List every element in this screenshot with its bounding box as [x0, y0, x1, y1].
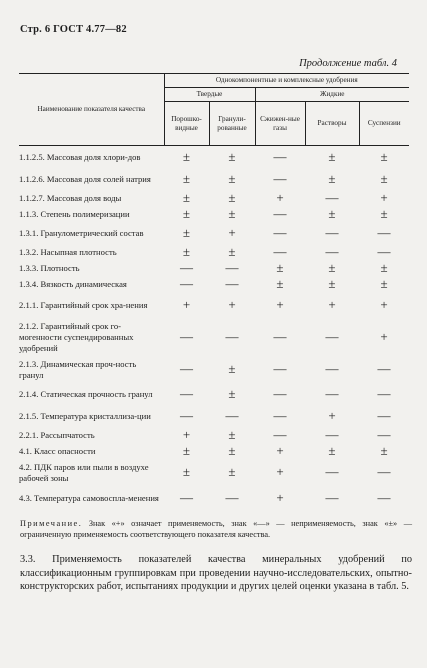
indicator-name: 1.3.4. Вязкость динамическая: [19, 278, 127, 289]
indicator-name: 2.1.3. Динамическая проч-ность гранул: [19, 358, 137, 380]
indicator-name: 4.2. ПДК паров или пыли в воздухе рабочей зоны: [19, 461, 149, 483]
table-row: [19, 405, 409, 427]
applicability-mark: ±: [380, 170, 388, 186]
applicability-mark: —: [225, 489, 239, 505]
indicator-name: 4.3. Температура самовоспла-менения: [19, 492, 159, 503]
applicability-mark: +: [276, 489, 284, 505]
applicability-mark: ±: [228, 205, 236, 221]
applicability-mark: ±: [228, 189, 236, 205]
indicator-name: 1.3.3. Плотность: [19, 262, 80, 273]
subheader-1: Гранули-рованные: [209, 102, 255, 146]
table-row: [19, 244, 409, 260]
applicability-mark: ±: [328, 148, 336, 164]
applicability-mark: ±: [228, 361, 236, 376]
applicability-mark: —: [180, 259, 193, 275]
applicability-mark: ±: [380, 259, 388, 275]
applicability-mark: ±: [182, 170, 191, 186]
applicability-mark: —: [325, 361, 339, 376]
table-row: [19, 427, 409, 443]
applicability-mark: —: [377, 243, 391, 259]
table-row: [19, 206, 409, 222]
applicability-mark: —: [377, 464, 391, 479]
applicability-mark: +: [328, 407, 336, 423]
applicability-mark: +: [228, 296, 236, 312]
table-row: [19, 356, 409, 383]
applicability-mark: +: [228, 224, 236, 240]
applicability-mark: —: [273, 170, 287, 186]
applicability-mark: ±: [276, 275, 284, 291]
applicability-mark: +: [182, 426, 191, 442]
applicability-mark: —: [377, 224, 391, 240]
applicability-mark: ±: [182, 224, 191, 240]
applicability-mark: —: [325, 224, 339, 240]
applicability-mark: ±: [380, 442, 388, 458]
subheader-3: Растворы: [305, 102, 359, 146]
applicability-mark: —: [325, 489, 339, 505]
applicability-mark: +: [328, 296, 336, 312]
table-row: [19, 459, 409, 486]
applicability-mark: —: [273, 426, 287, 442]
subheader-2: Сжижен-ные газы: [255, 102, 305, 146]
applicability-mark: —: [273, 224, 287, 240]
table-continuation-label: Продолжение табл. 4: [299, 58, 397, 69]
table-row: [19, 222, 409, 244]
applicability-mark: —: [273, 361, 287, 376]
applicability-mark: ±: [328, 259, 336, 275]
applicability-mark: ±: [182, 148, 191, 164]
applicability-mark: +: [276, 442, 284, 458]
applicability-mark: ±: [276, 259, 284, 275]
applicability-mark: —: [273, 407, 287, 423]
quality-indicators-table: [19, 73, 409, 510]
indicator-name: 1.1.3. Степень полимеризации: [19, 208, 130, 219]
indicator-name: 2.1.2. Гарантийный срок го-могенности суспендированных удобрений: [19, 320, 134, 353]
table-row: [19, 383, 409, 405]
table-note: [20, 518, 412, 540]
section-3-3-paragraph: 3.3. Применяемость показателей качества минеральных удобрений по классификационным группировкам при проведении научно-исследовательских, опытно-конструкторских работ, испытаниях продукции и других целей оценки указана в табл. 5.: [20, 554, 412, 592]
applicability-mark: ±: [328, 442, 336, 458]
applicability-mark: —: [180, 361, 193, 376]
applicability-mark: ±: [328, 170, 336, 186]
subheader-0: Порошко-видные: [164, 102, 209, 146]
applicability-mark: +: [276, 464, 284, 479]
applicability-mark: ±: [380, 148, 388, 164]
applicability-mark: ±: [182, 442, 191, 458]
indicator-name: 1.3.2. Насыпная плотность: [19, 246, 117, 257]
applicability-mark: ±: [182, 189, 191, 205]
table-row: [19, 292, 409, 318]
applicability-mark: —: [273, 385, 287, 401]
applicability-mark: +: [380, 328, 388, 344]
applicability-mark: —: [377, 361, 391, 376]
applicability-mark: —: [180, 407, 193, 423]
applicability-mark: —: [273, 243, 287, 259]
indicator-name: 2.1.5. Температура кристаллиза-ции: [19, 410, 151, 421]
applicability-mark: —: [180, 489, 193, 505]
applicability-mark: —: [325, 464, 339, 479]
table-row: [19, 168, 409, 190]
table-row: [19, 146, 409, 168]
indicator-name: 1.1.2.7. Массовая доля воды: [19, 192, 122, 203]
applicability-mark: ±: [228, 170, 236, 186]
applicability-mark: ±: [228, 426, 236, 442]
applicability-mark: +: [380, 189, 388, 205]
indicator-name: 2.2.1. Рассыпчатость: [19, 429, 95, 440]
page-header: Стр. 6 ГОСТ 4.77—82: [20, 24, 127, 35]
applicability-mark: —: [325, 243, 339, 259]
applicability-mark: —: [273, 205, 287, 221]
group-header: Однокомпонентные и комплексные удобрения: [164, 74, 409, 88]
applicability-mark: ±: [228, 385, 236, 401]
applicability-mark: ±: [328, 205, 336, 221]
applicability-mark: —: [225, 328, 239, 344]
table-row: [19, 486, 409, 510]
table-row: [19, 260, 409, 276]
table-row: [19, 276, 409, 292]
table-row: [19, 190, 409, 206]
applicability-mark: —: [325, 328, 339, 344]
applicability-mark: ±: [380, 205, 388, 221]
applicability-mark: ±: [228, 464, 236, 479]
table-row: [19, 443, 409, 459]
applicability-mark: ±: [228, 442, 236, 458]
liquid-header: Жидкие: [255, 88, 409, 102]
indicator-name: 2.1.4. Статическая прочность гранул: [19, 388, 153, 399]
applicability-mark: —: [180, 385, 193, 401]
applicability-mark: —: [325, 426, 339, 442]
applicability-mark: —: [225, 275, 239, 291]
applicability-mark: —: [377, 489, 391, 505]
applicability-mark: ±: [182, 464, 191, 479]
applicability-mark: —: [225, 259, 239, 275]
table-row: [19, 318, 409, 356]
applicability-mark: ±: [182, 243, 191, 259]
applicability-mark: ±: [228, 148, 236, 164]
applicability-mark: ±: [380, 275, 388, 291]
note-label: Примечание.: [20, 519, 83, 528]
subheader-4: Суспензии: [359, 102, 409, 146]
applicability-mark: —: [377, 407, 391, 423]
note-text: Знак «+» означает применяемость, знак «—» — неприменяемость, знак «±» — ограниченную применяемость соответствующего показателя качества.: [20, 519, 412, 539]
applicability-mark: —: [273, 148, 287, 164]
applicability-mark: ±: [328, 275, 336, 291]
name-column-header: Наименование показателя качества: [19, 74, 164, 146]
applicability-mark: —: [325, 189, 339, 205]
indicator-name: 1.1.2.5. Массовая доля хлори-дов: [19, 151, 141, 162]
indicator-name: 2.1.1. Гарантийный срок хра-нения: [19, 299, 148, 310]
applicability-mark: ±: [182, 205, 191, 221]
applicability-mark: —: [325, 385, 339, 401]
applicability-mark: —: [377, 385, 391, 401]
indicator-name: 1.3.1. Гранулометрический состав: [19, 227, 144, 238]
indicator-name: 4.1. Класс опасности: [19, 445, 96, 456]
applicability-mark: +: [276, 189, 284, 205]
applicability-mark: +: [380, 296, 388, 312]
solid-header: Твердые: [164, 88, 255, 102]
applicability-mark: —: [225, 407, 239, 423]
applicability-mark: —: [180, 328, 193, 344]
applicability-mark: —: [377, 426, 391, 442]
applicability-mark: —: [180, 275, 193, 291]
applicability-mark: ±: [228, 243, 236, 259]
applicability-mark: +: [276, 296, 284, 312]
applicability-mark: +: [182, 296, 191, 312]
indicator-name: 1.1.2.6. Массовая доля солей натрия: [19, 173, 151, 184]
applicability-mark: —: [273, 328, 287, 344]
